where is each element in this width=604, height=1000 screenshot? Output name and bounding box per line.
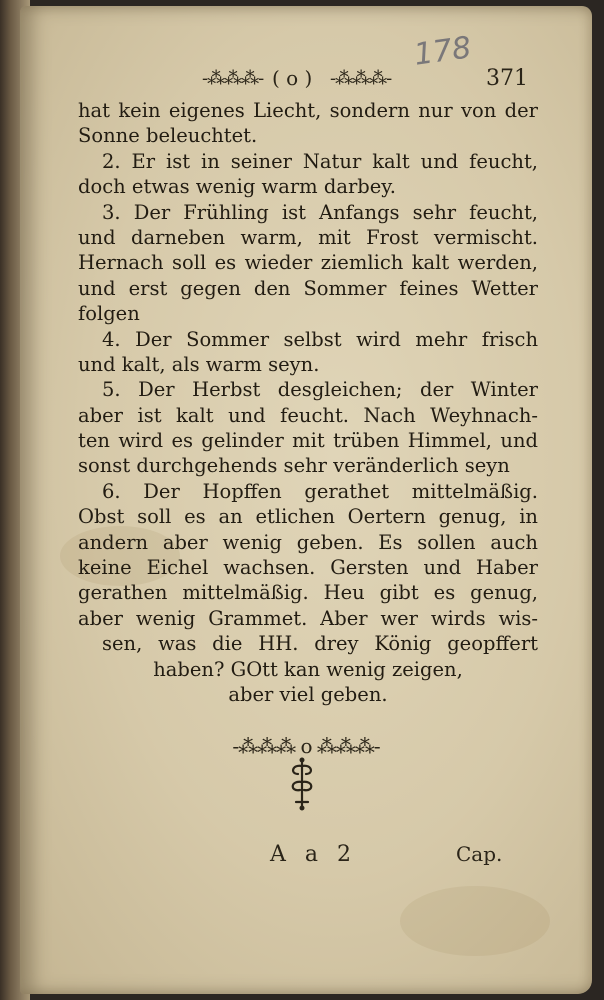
header-ornament-right: -⁂⁂⁂- <box>330 68 392 89</box>
text-line: Obst soll es an etlichen Oertern genug, in <box>78 505 538 529</box>
text-line: hat kein eigenes Liecht, sondern nur von der <box>78 99 538 122</box>
text-line: sen, was die HH. drey König geopffert <box>102 632 538 656</box>
body-text <box>78 98 538 707</box>
text-line: Hernach soll es wieder ziemlich kalt werden, <box>78 251 538 275</box>
text-line: aber viel geben. <box>228 682 388 706</box>
text-line: keine Eichel wachsen. Gersten und Haber <box>78 556 538 580</box>
text-line: sonst durchgehends sehr veränderlich seyn <box>78 454 510 478</box>
text-line: gerathen mittelmäßig. Heu gibt es genug, <box>78 581 538 605</box>
signature-mark: A a 2 <box>270 842 357 867</box>
handwritten-note: 178 <box>411 30 474 73</box>
text-line: haben? GOtt kan wenig zeigen, <box>153 657 463 681</box>
footer-ornament: -⁂⁂⁂ o ⁂⁂⁂- <box>232 734 380 758</box>
text-line: folgen <box>78 302 140 326</box>
text-line: 2. Er ist in seiner Natur kalt und feucht, <box>102 149 538 173</box>
text-line: 4. Der Sommer selbst wird mehr frisch <box>102 327 538 351</box>
text-line: 3. Der Frühling ist Anfangs sehr feucht, <box>102 200 538 224</box>
text-line: doch etwas wenig warm darbey. <box>78 175 396 199</box>
fleuron-icon <box>282 756 322 812</box>
page-number: 371 <box>486 66 528 91</box>
text-line: Sonne beleuchtet. <box>78 124 258 148</box>
paper-stain <box>400 886 550 956</box>
text-line: aber wenig Grammet. Aber wer wirds wis- <box>78 606 538 630</box>
text-line: aber ist kalt und feucht. Nach Weyhnach- <box>78 403 538 427</box>
text-line: ten wird es gelinder mit trüben Himmel, und <box>78 429 538 453</box>
page-header <box>180 30 540 96</box>
header-parenthesis: ( o ) <box>272 66 313 90</box>
text-line: und darneben warm, mit Frost vermischt. <box>78 225 538 249</box>
text-line: und kalt, als warm seyn. <box>78 352 320 376</box>
header-ornament-left: -⁂⁂⁂- <box>202 68 264 89</box>
text-line: und erst gegen den Sommer feines Wetter <box>78 276 538 300</box>
text-line: 5. Der Herbst desgleichen; der Winter <box>102 378 538 402</box>
text-line: andern aber wenig geben. Es sollen auch <box>78 530 538 554</box>
catchword: Cap. <box>456 842 503 866</box>
text-line: 6. Der Hopffen gerathet mittelmäßig. <box>102 479 538 503</box>
